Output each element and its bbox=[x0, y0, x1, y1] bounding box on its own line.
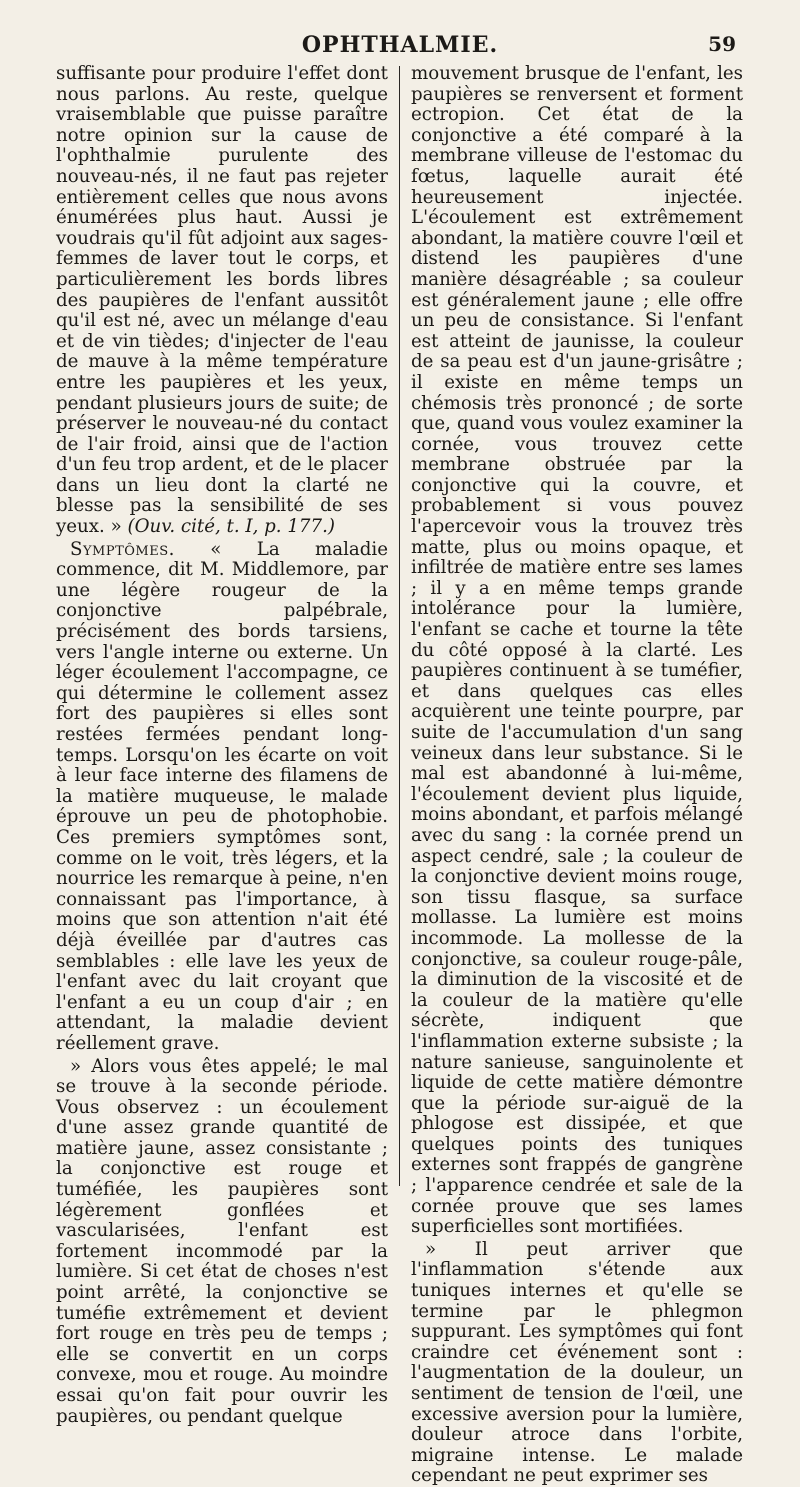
citation: (Ouv. cité, t. I, p. 177.) bbox=[127, 516, 335, 538]
left-paragraph-1 bbox=[56, 64, 388, 538]
column-divider bbox=[399, 66, 400, 1186]
right-paragraph-1: mouvement brusque de l'enfant, les paupières se renversent et forment ectropion. Cet état de la conjonctive a été comparé à la membrane villeuse de l'estomac du fœtus, laquelle aurait été heureusement injectée. L'écoulement est extrêmement abondant, la matière couvre l'œil et distend les paupières d'une manière désagréable ; sa couleur est généralement jaune ; elle offre un peu de consistance. Si l'enfant est atteint de jaunisse, la couleur de sa peau est d'un jaune-grisâtre ; il existe en même temps un chémosis très prononcé ; de sorte que, quand vous voulez examiner la cornée, vous trouvez cette membrane obstruée par la conjonctive qui la couvre, et probablement si vous pouvez l'apercevoir vous la trouvez très matte, plus ou moins opaque, et infiltrée de matière entre ses lames ; il y a en même temps grande intolérance pour la lumière, l'enfant se cache et tourne la tête du côté opposé à la clarté. Les paupières continuent à se tuméfier, et dans quelques cas elles acquièrent une teinte pourpre, par suite de l'accumulation d'un sang veineux dans leur substance. Si le mal est abandonné à lui-même, l'écoulement devient plus liquide, moins abondant, et parfois mélangé avec du sang : la cornée prend un aspect cendré, sale ; la couleur de la conjonctive devient moins rouge, son tissu flasque, sa surface mollasse. La lumière est moins incommode. La mollesse de la conjonctive, sa couleur rouge-pâle, la diminution de la viscosité et de la couleur de la matière qu'elle sécrète, indiquent que l'inflammation externe subsiste ; la nature sanieuse, sanguinolente et liquide de cette matière démontre que la période sur-aiguë de la phlogose est dissipée, et que quelques points des tuniques externes sont frappés de gangrène ; l'apparence cendrée et sale de la cornée prouve que ses lames superficielles sont mortifiées. bbox=[411, 63, 743, 1238]
right-paragraph-2: » Il peut arriver que l'inflammation s'étende aux tuniques internes et qu'elle se termine par le phlegmon suppurant. Les symptômes qui font craindre cet événement sont : l'augmentation de la douleur, un sentiment de tension de l'œil, une excessive aversion pour la lumière, douleur atroce dans l'orbite, migraine intense. Le malade cependant ne peut exprimer ses bbox=[411, 1238, 743, 1487]
left-paragraph-3: » Alors vous êtes appelé; le mal se trouve à la seconde période. Vous observez : un écoulement d'une assez grande quantité de matière jaune, assez consistante ; la conjonctive est rouge et tuméfiée, les paupières sont légèrement gonflées et vascularisées, l'enfant est fortement incommodé par la lumière. Si cet état de choses n'est point arrêté, la conjonctive se tuméfie extrêmement et devient fort rouge en très peu de temps ; elle se convertit en un corps convexe, mou et rouge. Au moindre essai qu'on fait pour ouvrir les paupières, ou pendant quelque bbox=[56, 1055, 388, 1427]
right-column bbox=[411, 64, 743, 1487]
left-paragraph-1-text: suffisante pour produire l'effet dont nous parlons. Au reste, quelque vraisemblable que puisse paraître notre opinion sur la cause de l'ophthalmie purulente des nouveau-nés, il ne faut pas rejeter entièrement celles que nous avons énumérées plus haut. Aussi je voudrais qu'il fût adjoint aux sages-femmes de laver tout le corps, et particulièrement les bords libres des paupières de l'enfant aussitôt qu'il est né, avec un mélange d'eau et de vin tièdes; d'injecter de l'eau de mauve à la même température entre les paupières et les yeux, pendant plusieurs jours de suite; de préserver le nouveau-né du contact de l'air froid, ainsi que de l'action d'un feu trop ardent, et de le placer dans un lieu dont la clarté ne blesse pas la sensibilité de ses yeux. » bbox=[56, 63, 388, 538]
left-column bbox=[56, 64, 388, 1427]
symptoms-paragraph bbox=[56, 540, 388, 1055]
symptoms-text: « La maladie commence, dit M. Middlemore, par une légère rougeur de la conjonctive palpébrale, précisément des bords tarsiens, vers l'angle interne ou externe. Un léger écoulement l'accompagne, ce qui détermine le collement assez fort des paupières si elles sont restées fermées pendant long-temps. Lorsqu'on les écarte on voit à leur face interne des filamens de la matière muqueuse, le malade éprouve un peu de photophobie. Ces premiers symptômes sont, comme on le voit, très légers, et la nourrice les remarque à peine, n'en connaissant pas l'importance, à moins que son attention n'ait été déjà éveillée par d'autres cas semblables : elle lave les yeux de l'enfant avec du lait croyant que l'enfant a eu un coup d'air ; en attendant, la maladie devient réellement grave. bbox=[56, 538, 388, 1054]
section-heading-symptomes: Symptômes. bbox=[70, 538, 175, 560]
page-number: 59 bbox=[708, 32, 736, 56]
running-title: OPHTHALMIE. bbox=[301, 32, 499, 58]
